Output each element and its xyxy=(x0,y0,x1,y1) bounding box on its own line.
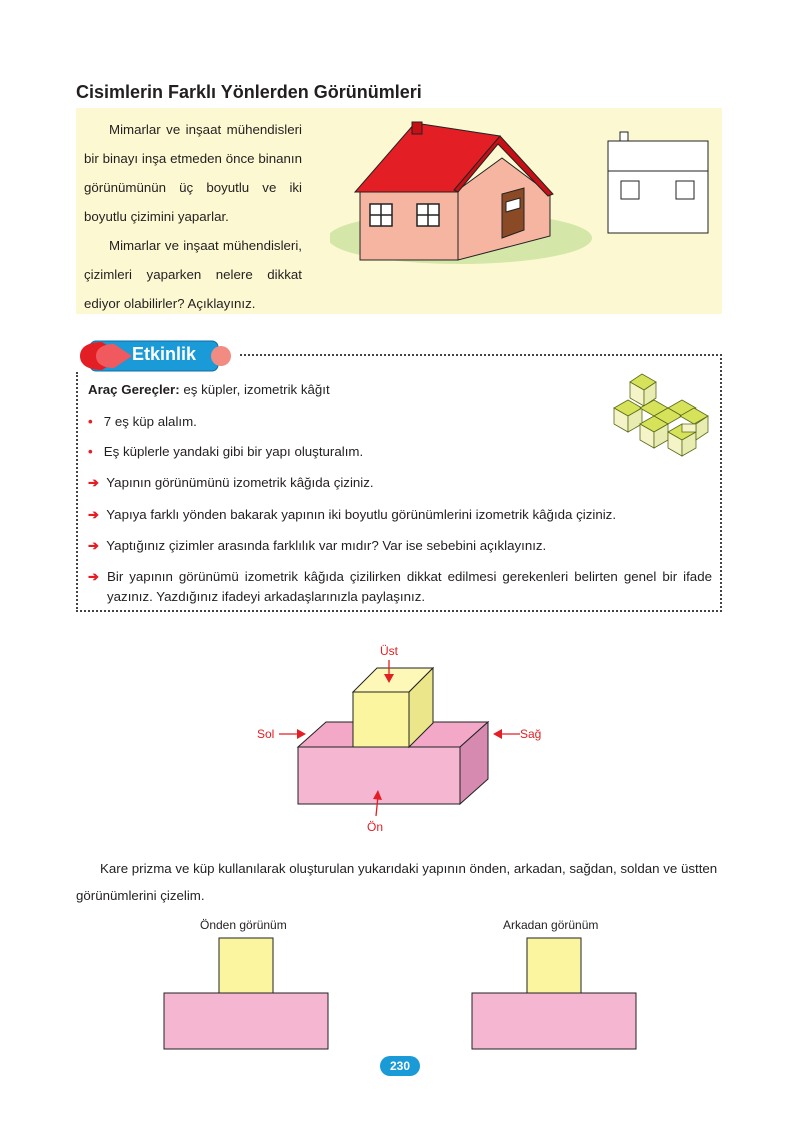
activity-item-6 xyxy=(88,567,712,607)
materials-label: Araç Gereçler: xyxy=(88,382,180,397)
back-view-drawing xyxy=(471,937,639,1051)
intro-paragraph-1: Mimarlar ve inşaat mühendisleri bir binayı inşa etmeden önce binanın görünümünün üç boyutlu ve iki boyutlu çizimini yaparlar. xyxy=(84,122,302,224)
activity-border-left xyxy=(76,372,78,612)
activity-item-2 xyxy=(88,442,608,462)
arrow-bullet-icon: ➔ xyxy=(88,475,99,490)
activity-item-text: 7 eş küp alalım. xyxy=(103,414,197,429)
arrow-down-icon xyxy=(383,660,395,684)
activity-item-text: Eş küplerle yandaki gibi bir yapı oluşturalım. xyxy=(103,444,364,459)
page-title: Cisimlerin Farklı Yönlerden Görünümleri xyxy=(76,82,422,102)
prism-cube-diagram xyxy=(290,665,495,810)
body-paragraph: Kare prizma ve küp kullanılarak oluşturulan yukarıdaki yapının önden, arkadan, sağdan, soldan ve üstten görünümlerini çizelim. xyxy=(76,861,718,903)
label-right: Sağ xyxy=(520,727,542,741)
arrow-bullet-icon: ➔ xyxy=(88,538,99,553)
arrow-bullet-icon: ➔ xyxy=(88,507,99,522)
back-view-caption: Arkadan görünüm xyxy=(503,918,599,932)
arrow-bullet-icon: ➔ xyxy=(88,569,99,584)
activity-item-text: Yapıya farklı yönden bakarak yapının iki boyutlu görünümlerini izometrik kâğıda çiziniz. xyxy=(106,507,617,522)
activity-item-text: Yaptığınız çizimler arasında farklılık var mıdır? Var ise sebebini açıklayınız. xyxy=(106,538,547,553)
label-left: Sol xyxy=(257,727,275,741)
activity-item-1 xyxy=(88,412,608,432)
label-front: Ön xyxy=(367,820,384,834)
activity-item-text: Bir yapının görünümü izometrik kâğıda çizilirken dikkat edilmesi gerekenleri belirten genel bir ifade yazınız. Yazdığınız ifadeyi arkadaşlarınızla paylaşınız. xyxy=(107,569,712,604)
bullet-icon: • xyxy=(88,444,93,459)
bullet-icon: • xyxy=(88,414,93,429)
cube-structure-illustration xyxy=(610,370,722,462)
arrow-right-icon xyxy=(279,728,307,740)
front-view-drawing xyxy=(163,937,331,1051)
front-view-caption: Önden görünüm xyxy=(200,918,287,932)
intro-text xyxy=(84,115,302,318)
label-top: Üst xyxy=(380,644,398,658)
activity-item-5 xyxy=(88,536,718,556)
arrow-left-icon xyxy=(492,728,520,740)
intro-paragraph-2: Mimarlar ve inşaat mühendisleri, çizimleri yaparken nelere dikkat ediyor olabilirler? Açıklayınız. xyxy=(84,238,302,311)
materials-value: eş küpler, izometrik kâğıt xyxy=(179,382,330,397)
activity-item-3 xyxy=(88,473,708,493)
house-3d-illustration xyxy=(330,118,598,268)
house-2d-view xyxy=(604,128,712,236)
materials-line xyxy=(88,380,330,400)
activity-badge-label: Etkinlik xyxy=(132,344,197,364)
activity-item-4 xyxy=(88,505,718,525)
arrow-up-icon xyxy=(371,790,383,816)
activity-item-text: Yapının görünümünü izometrik kâğıda çiziniz. xyxy=(106,475,374,490)
page-number: 230 xyxy=(380,1056,420,1076)
